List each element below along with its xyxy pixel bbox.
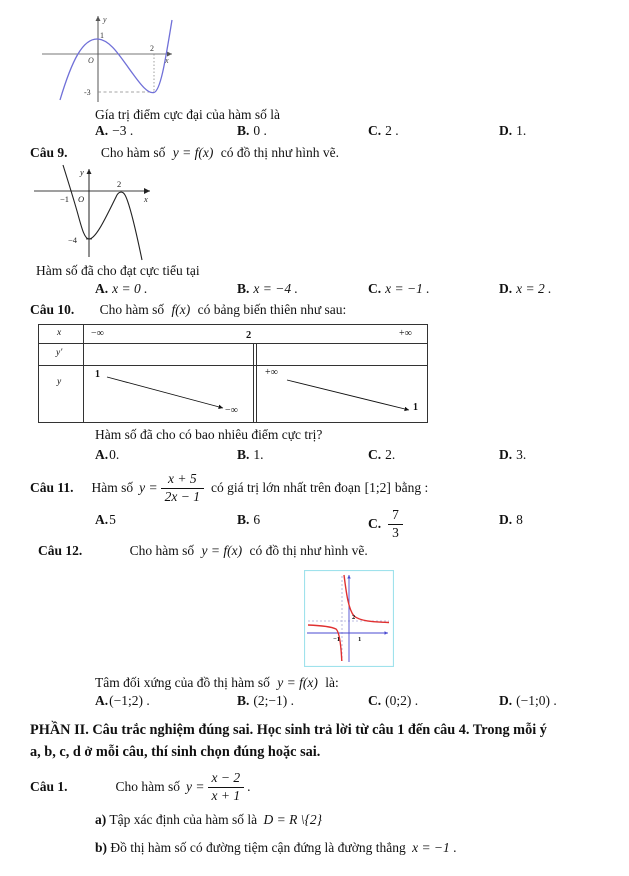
row-header-x: x (57, 328, 62, 338)
q9-question-line (30, 145, 610, 161)
question-label: Câu 11. (30, 480, 74, 495)
option-text: x = −1 . (385, 281, 430, 296)
question-formula: f(x) (171, 302, 191, 317)
option-letter: C. (368, 281, 382, 296)
peak-value-label: 1 (100, 31, 104, 40)
question-label: Câu 1. (30, 779, 68, 794)
min-value-label: −4 (68, 235, 78, 245)
row-header-y: y (57, 377, 62, 387)
option-text: 8 (516, 512, 523, 527)
option-text: −3 . (112, 123, 134, 138)
q9-option-c (368, 281, 430, 297)
prompt-pre: Tâm đối xứng của đồ thị hàm số (95, 675, 270, 690)
q8-options (0, 123, 629, 143)
q11-options (0, 504, 629, 544)
question-label: Câu 9. (30, 145, 68, 160)
q9-option-b (237, 281, 298, 297)
variation-arrows (39, 325, 427, 422)
q12-prompt (95, 675, 339, 691)
q9-prompt: Hàm số đã cho đạt cực tiểu tại (36, 263, 200, 278)
question-intro: Cho hàm số (100, 145, 166, 160)
fraction-denominator: 3 (392, 524, 399, 540)
part2-q1-line (30, 764, 610, 810)
question-intro: Cho hàm số (129, 543, 195, 558)
fraction (388, 508, 403, 541)
q9-option-a (95, 281, 147, 297)
option-text: (−1;2) . (109, 693, 150, 708)
bbt-variation-table (38, 324, 428, 423)
option-letter: A. (95, 447, 109, 462)
item-text: Đồ thị hàm số có đường tiệm cận đứng là đường thẳng (110, 840, 406, 855)
part2-heading-line1: PHẦN II. Câu trắc nghiệm đúng sai. Học sinh trả lời từ câu 1 đến câu 4. Trong mỗi ý (30, 722, 547, 738)
item-text: Tập xác định của hàm số là (109, 812, 258, 827)
sentence-period: . (247, 779, 251, 794)
x-axis-label: x (144, 194, 148, 204)
asymptote-y-label: 2 (352, 614, 356, 621)
option-text: 0. (109, 447, 120, 462)
q8-cubic-graph (36, 8, 180, 106)
sentence-period: . (453, 840, 457, 855)
q8-option-d (499, 123, 526, 139)
y-axis-label: y (103, 15, 107, 24)
q9-option-d (499, 281, 551, 297)
interval: [1;2] (364, 480, 391, 495)
option-text: 5 (109, 512, 116, 527)
option-letter: B. (237, 281, 250, 296)
item-label: a) (95, 812, 107, 827)
q11-option-a (95, 512, 116, 528)
option-text: 2 . (385, 123, 399, 138)
question-intro: Cho hàm số (115, 779, 181, 794)
option-text: (2;−1) . (253, 693, 294, 708)
q8-option-b (237, 123, 267, 139)
equation-lhs: y = (186, 779, 205, 794)
question-intro: Hàm số (91, 480, 134, 495)
q10-option-c (368, 447, 395, 463)
option-text: 2. (385, 447, 396, 462)
option-letter: D. (499, 447, 513, 462)
q12-hyperbola-graph (304, 570, 394, 667)
x-value-right: +∞ (399, 328, 412, 339)
q12-option-a (95, 693, 150, 709)
fraction-denominator: 2x − 1 (164, 488, 200, 504)
question-formula: y = f(x) (201, 543, 243, 558)
origin-label: O (88, 56, 94, 65)
q11-option-b (237, 512, 260, 528)
item-label: b) (95, 840, 108, 855)
option-text: x = −4 . (253, 281, 298, 296)
option-letter: C. (368, 693, 382, 708)
q9-options (0, 281, 629, 301)
fraction-numerator: x + 5 (161, 472, 204, 489)
row-header-y-prime: y′ (56, 348, 63, 358)
q12-option-d (499, 693, 557, 709)
option-letter: D. (499, 512, 513, 527)
max-x-tick-label: 2 (117, 179, 122, 189)
fraction-denominator: x + 1 (211, 787, 241, 803)
y-limit-left-bottom: −∞ (225, 405, 238, 416)
left-tick-label: −1 (60, 194, 70, 204)
y-limit-right-bottom: 1 (413, 402, 418, 413)
q10-question-line (30, 302, 610, 318)
part2-q1-item-a (95, 812, 322, 828)
question-formula: y = f(x) (172, 145, 214, 160)
prompt-post: là: (325, 675, 339, 690)
option-letter: A. (95, 512, 109, 527)
question-tail2: bằng : (394, 480, 429, 495)
question-label: Câu 10. (30, 302, 75, 317)
question-tail: có bảng biến thiên như sau: (197, 302, 347, 317)
origin-label: O (78, 194, 85, 204)
option-letter: D. (499, 693, 513, 708)
option-text: 3. (516, 447, 527, 462)
y-axis-label: y (80, 167, 84, 177)
option-letter: C. (368, 123, 382, 138)
option-text: (0;2) . (385, 693, 419, 708)
q10-option-a (95, 447, 119, 463)
q10-option-b (237, 447, 264, 463)
q9-cubic-graph (26, 163, 164, 261)
option-letter: B. (237, 123, 250, 138)
q10-option-d (499, 447, 526, 463)
option-text: x = 0 . (112, 281, 148, 296)
x-right-label: 1 (358, 636, 362, 643)
fraction-numerator: 7 (388, 508, 403, 525)
q11-option-d (499, 512, 523, 528)
x-left-label: −1 (333, 636, 340, 643)
option-letter: D. (499, 281, 513, 296)
option-letter: C. (368, 447, 382, 462)
option-text: 0 . (253, 123, 267, 138)
fraction (208, 771, 245, 804)
fraction-numerator: x − 2 (208, 771, 245, 788)
option-letter: B. (237, 693, 250, 708)
option-text: 6 (253, 512, 261, 527)
q10-options (0, 447, 629, 467)
option-letter: B. (237, 447, 250, 462)
item-formula: x = −1 (412, 840, 450, 855)
x-value-left: −∞ (91, 328, 104, 339)
q12-question-line (38, 543, 618, 559)
min-x-tick-label: 2 (150, 44, 154, 53)
q12-option-c (368, 693, 418, 709)
q12-option-b (237, 693, 294, 709)
option-text: 1. (253, 447, 264, 462)
question-label: Câu 12. (38, 543, 83, 558)
option-letter: A. (95, 281, 109, 296)
option-text: 1. (516, 123, 527, 138)
question-tail: có giá trị lớn nhất trên đoạn (210, 480, 361, 495)
option-letter: A. (95, 123, 109, 138)
q12-options (0, 693, 629, 713)
min-value-label: -3 (84, 88, 91, 97)
option-letter: C. (368, 516, 382, 531)
y-limit-left-top: 1 (95, 369, 100, 380)
x-axis-label: x (165, 56, 169, 65)
option-letter: B. (237, 512, 250, 527)
option-text: (−1;0) . (516, 693, 557, 708)
q8-option-c (368, 123, 399, 139)
y-limit-right-top: +∞ (265, 367, 278, 378)
q8-prompt: Gía trị điểm cực đại của hàm số là (95, 107, 280, 122)
part2-heading-line2: a, b, c, d ở mỗi câu, thí sinh chọn đúng hoặc sai. (30, 744, 321, 760)
option-letter: A. (95, 693, 109, 708)
q8-curve (60, 20, 172, 100)
fraction (161, 472, 204, 505)
q11-option-c (368, 504, 406, 544)
question-tail: có đồ thị như hình vẽ. (249, 543, 368, 558)
prompt-formula: y = f(x) (277, 675, 318, 690)
question-intro: Cho hàm số (99, 302, 165, 317)
q10-prompt: Hàm số đã cho có bao nhiêu điểm cực trị? (95, 427, 323, 442)
q8-option-a (95, 123, 133, 139)
option-text: x = 2 . (516, 281, 552, 296)
q9-curve (63, 165, 142, 260)
part2-q1-item-b (95, 840, 457, 856)
equation-lhs: y = (139, 480, 158, 495)
question-tail: có đồ thị như hình vẽ. (220, 145, 340, 160)
x-value-mid: 2 (246, 330, 252, 341)
item-formula: D = R \{2} (263, 812, 322, 827)
option-letter: D. (499, 123, 513, 138)
